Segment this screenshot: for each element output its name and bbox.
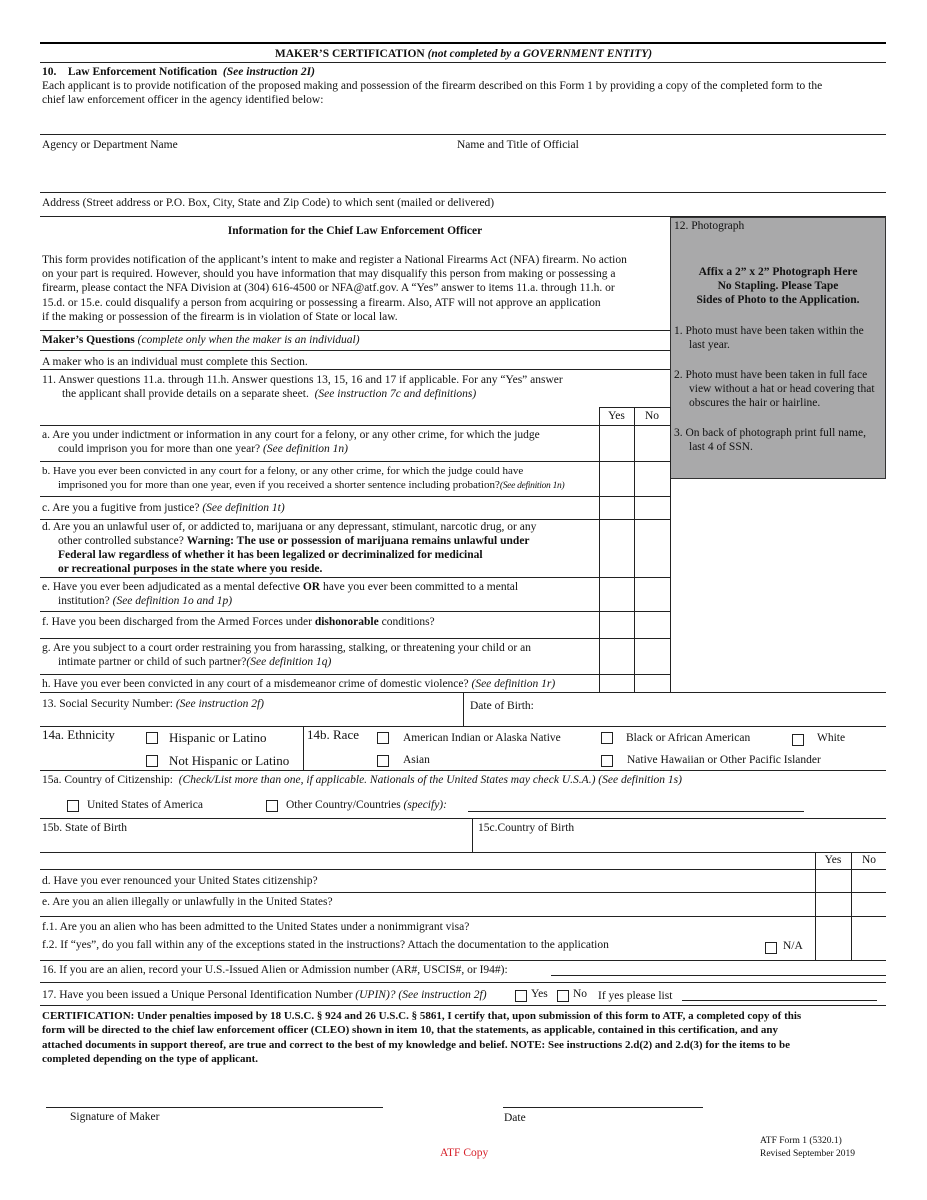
native-hawaiian-checkbox[interactable] — [601, 755, 613, 767]
divider — [40, 869, 886, 870]
q11d-no[interactable] — [635, 520, 670, 576]
divider — [40, 350, 670, 351]
top-rule — [40, 42, 886, 44]
address-field[interactable] — [40, 155, 886, 192]
divider — [40, 638, 670, 639]
divider — [40, 726, 886, 727]
upin-yes-label: Yes — [531, 988, 548, 1000]
asian-checkbox[interactable] — [377, 755, 389, 767]
q11g-no[interactable] — [635, 639, 670, 673]
q11c-yes[interactable] — [600, 497, 634, 518]
q11f-text: f. Have you been discharged from the Armed Forces under dishonorable conditions? — [42, 616, 435, 628]
not-hispanic-checkbox[interactable] — [146, 755, 158, 767]
q11g-text-1: g. Are you subject to a court order restraining you from harassing, stalking, or threatening your child or an — [42, 642, 531, 654]
divider — [40, 770, 886, 771]
divider — [40, 577, 670, 578]
q11f-yes[interactable] — [600, 612, 634, 637]
cleo-text-5: if the making or possession of the firearm is in violation of State or local law. — [42, 311, 398, 323]
photo-note-1b: last year. — [689, 339, 730, 351]
american-indian-label: American Indian or Alaska Native — [403, 732, 561, 744]
individual-note: A maker who is an individual must complete this Section. — [42, 356, 308, 368]
divider — [40, 62, 886, 63]
upin-yes-checkbox[interactable] — [515, 990, 527, 1002]
q15e-no[interactable] — [852, 893, 886, 915]
q11e-yes[interactable] — [600, 578, 634, 610]
alien-number-label: 16. If you are an alien, record your U.S.-Issued Alien or Admission number (AR#, USCIS#, or I94#): — [42, 964, 508, 976]
alien-number-line — [551, 975, 886, 976]
q11d-text-1: d. Are you an unlawful user of, or addicted to, marijuana or any depressant, stimulant, narcotic drug, or any — [42, 521, 537, 533]
q11h-yes[interactable] — [600, 675, 634, 692]
divider — [40, 461, 670, 462]
upin-list-label: If yes please list — [598, 990, 673, 1002]
country-of-birth-label: 15c.Country of Birth — [478, 822, 575, 834]
state-of-birth-label: 15b. State of Birth — [42, 822, 127, 834]
divider — [40, 852, 886, 853]
not-hispanic-label: Not Hispanic or Latino — [169, 753, 290, 768]
official-label: Name and Title of Official — [457, 139, 579, 151]
na-checkbox[interactable] — [765, 942, 777, 954]
q11d-text-4: or recreational purposes in the state where you reside. — [58, 563, 323, 575]
photo-note-2c: obscures the hair or hairline. — [689, 397, 821, 409]
certification-text-3: attached documents in support thereof, are true and correct to the best of my knowledge and belief. NOTE: See instructions 2.d(2) and 2.d(3) for the items to be — [42, 1039, 791, 1051]
q11b-text-1: b. Have you ever been convicted in any court for a felony, or any other crime, for which the judge could have — [42, 465, 524, 477]
q11e-no[interactable] — [635, 578, 670, 610]
divider — [40, 818, 886, 819]
hispanic-checkbox[interactable] — [146, 732, 158, 744]
state-of-birth-field[interactable] — [42, 836, 462, 852]
na-label: N/A — [783, 940, 803, 952]
address-label: Address (Street address or P.O. Box, City, State and Zip Code) to which sent (mailed or delivered) — [42, 197, 495, 209]
cleo-text-4: 15.d. or 15.e. could disqualify a person from acquiring or possessing a firearm. Also, ATF will not approve an application — [42, 297, 601, 309]
agency-line — [40, 134, 886, 135]
q11d-yes[interactable] — [600, 520, 634, 576]
signature-line — [46, 1107, 383, 1108]
q11c-text: c. Are you a fugitive from justice? (See definition 1t) — [42, 502, 285, 514]
divider — [40, 892, 886, 893]
q11b-no[interactable] — [635, 462, 670, 495]
grid-line — [472, 818, 473, 852]
q15f1-no[interactable] — [852, 917, 886, 937]
section-10-heading: 10. Law Enforcement Notification (See instruction 2I) — [42, 66, 315, 78]
address-line — [40, 192, 886, 193]
divider — [40, 1005, 886, 1006]
photo-note-2b: view without a hat or head covering that — [689, 383, 875, 395]
certification-text-2: form will be directed to the chief law enforcement officer (CLEO) shown in item 10, that the statements, as applicable, contained in this certification, and any — [42, 1024, 779, 1036]
usa-checkbox[interactable] — [67, 800, 79, 812]
q11d-text-2: other controlled substance? Warning: The use or possession of marijuana remains unlawful under — [58, 535, 530, 547]
other-country-line — [468, 811, 804, 812]
ssn-field[interactable] — [280, 694, 460, 724]
yes-header: Yes — [824, 854, 842, 866]
cleo-text-1: This form provides notification of the applicant’s intent to make and register a National Firearms Act (NFA) firearm. No action — [42, 254, 627, 266]
section-10-desc-1: Each applicant is to provide notification of the proposed making and possession of the firearm described on this Form 1 by providing a copy of the completed form to the — [42, 80, 823, 92]
q11h-no[interactable] — [635, 675, 670, 692]
ssn-label: 13. Social Security Number: (See instruction 2f) — [42, 698, 264, 710]
native-hawaiian-label: Native Hawaiian or Other Pacific Islander — [627, 754, 821, 766]
divider — [40, 982, 886, 983]
other-country-label: Other Country/Countries (specify): — [286, 799, 447, 811]
divider — [40, 674, 670, 675]
cleo-title: Information for the Chief Law Enforcement Officer — [227, 225, 483, 237]
form-revision: Revised September 2019 — [760, 1149, 855, 1159]
divider — [40, 496, 670, 497]
date-field[interactable] — [503, 1075, 703, 1107]
upin-no-checkbox[interactable] — [557, 990, 569, 1002]
asian-label: Asian — [403, 754, 430, 766]
dob-field[interactable] — [540, 694, 880, 724]
dob-label: Date of Birth: — [470, 700, 534, 712]
black-label: Black or African American — [626, 732, 751, 744]
atf-copy-label: ATF Copy — [440, 1147, 489, 1159]
upin-list-field[interactable] — [682, 986, 877, 1000]
signature-label: Signature of Maker — [70, 1111, 160, 1123]
q15d-no[interactable] — [852, 870, 886, 891]
black-checkbox[interactable] — [601, 732, 613, 744]
q15e-yes[interactable] — [816, 893, 851, 915]
ethnicity-label: 14a. Ethnicity — [42, 727, 115, 742]
q15f2-yes[interactable] — [816, 938, 851, 959]
other-country-checkbox[interactable] — [266, 800, 278, 812]
cleo-text-3: firearm, please contact the NFA Division at (304) 616-4500 or NFA@atf.gov. A “Yes” answer to items 11.a. through 11.h. or — [42, 282, 615, 294]
no-header: No — [861, 854, 877, 866]
divider — [40, 369, 670, 370]
photo-note-3b: last 4 of SSN. — [689, 441, 753, 453]
white-label: White — [817, 732, 846, 744]
q11e-text-1: e. Have you ever been adjudicated as a mental defective OR have you ever been committed to a mental — [42, 581, 519, 593]
citizenship-label: 15a. Country of Citizenship: (Check/List more than one, if applicable. Nationals of the United States may check U.S.A.) (See definition 1s) — [42, 774, 682, 786]
date-line — [503, 1107, 703, 1108]
upin-list-line — [682, 1000, 877, 1001]
date-label: Date — [504, 1112, 526, 1124]
signature-field[interactable] — [46, 1075, 383, 1107]
agency-label: Agency or Department Name — [42, 139, 178, 151]
photograph-box[interactable] — [670, 217, 886, 479]
yes-header: Yes — [608, 410, 625, 422]
form-number: ATF Form 1 (5320.1) — [760, 1136, 842, 1146]
q11-instructions-1: 11. Answer questions 11.a. through 11.h. Answer questions 13, 15, 16 and 17 if applicable. For any “Yes” answer — [42, 374, 563, 386]
cleo-text-2: on your part is required. However, should you have information that may disqualify this person from making or possessing a — [42, 268, 616, 280]
grid-line — [670, 407, 671, 692]
race-label: 14b. Race — [307, 727, 359, 742]
q15e-text: e. Are you an alien illegally or unlawfully in the United States? — [42, 896, 333, 908]
alien-number-field[interactable] — [551, 961, 886, 975]
divider — [40, 611, 670, 612]
q11b-text-2: imprisoned you for more than one year, even if you received a shorter sentence including probation?(See definition 1n) — [58, 479, 565, 491]
section-10-desc-2: chief law enforcement officer in the agency identified below: — [42, 94, 324, 106]
photo-affix-2: No Stapling. Please Tape — [717, 280, 839, 292]
q11-instructions-2: the applicant shall provide details on a separate sheet. (See instruction 7c and definitions) — [62, 388, 477, 400]
agency-field[interactable] — [40, 105, 450, 134]
photo-affix-3: Sides of Photo to the Application. — [696, 294, 860, 306]
q15f1-text: f.1. Are you an alien who has been admitted to the United States under a nonimmigrant visa? — [42, 921, 470, 933]
photo-label: 12. Photograph — [674, 220, 745, 232]
q15f2-no[interactable] — [852, 938, 886, 959]
divider — [40, 425, 670, 426]
grid-line — [463, 692, 464, 726]
q15d-text: d. Have you ever renounced your United States citizenship? — [42, 875, 318, 887]
makers-questions-title: Maker’s Questions (complete only when the maker is an individual) — [42, 334, 360, 346]
q11c-no[interactable] — [635, 497, 670, 518]
q11d-text-3: Federal law regardless of whether it has been legalized or decriminalized for medicinal — [58, 549, 483, 561]
certification-text-1: CERTIFICATION: Under penalties imposed by 18 U.S.C. § 924 and 26 U.S.C. § 5861, I certify that, upon submission of this form to ATF, a completed copy of this — [42, 1010, 802, 1022]
no-header: No — [644, 410, 660, 422]
divider — [40, 330, 670, 331]
photo-affix-1: Affix a 2” x 2” Photograph Here — [698, 266, 858, 278]
q11a-text-2: could imprison you for more than one year? (See definition 1n) — [58, 443, 348, 455]
q11a-text-1: a. Are you under indictment or information in any court for a felony, or any other crime, for which the judge — [42, 429, 540, 441]
q11f-no[interactable] — [635, 612, 670, 637]
q11g-yes[interactable] — [600, 639, 634, 673]
q11h-text: h. Have you ever been convicted in any court of a misdemeanor crime of domestic violence? (See definition 1r) — [42, 678, 556, 690]
white-checkbox[interactable] — [792, 734, 804, 746]
q11e-text-2: institution? (See definition 1o and 1p) — [58, 595, 233, 607]
upin-no-label: No — [573, 988, 588, 1000]
photo-note-3a: 3. On back of photograph print full name, — [674, 427, 866, 439]
country-of-birth-field[interactable] — [478, 836, 878, 852]
q11a-yes[interactable] — [600, 426, 634, 460]
official-field[interactable] — [455, 105, 885, 134]
usa-label: United States of America — [87, 799, 203, 811]
form-section-title: MAKER’S CERTIFICATION (not completed by a GOVERNMENT ENTITY) — [274, 48, 653, 60]
q15f1-yes[interactable] — [816, 917, 851, 937]
q11g-text-2: intimate partner or child of such partner?(See definition 1q) — [58, 656, 332, 668]
q11a-no[interactable] — [635, 426, 670, 460]
certification-text-4: completed depending on the type of applicant. — [42, 1053, 259, 1065]
q11b-yes[interactable] — [600, 462, 634, 495]
photo-note-1a: 1. Photo must have been taken within the — [674, 325, 864, 337]
divider — [40, 916, 886, 917]
other-country-field[interactable] — [468, 796, 804, 811]
american-indian-checkbox[interactable] — [377, 732, 389, 744]
q15d-yes[interactable] — [816, 870, 851, 891]
photo-note-2a: 2. Photo must have been taken in full face — [674, 369, 868, 381]
upin-label: 17. Have you been issued a Unique Personal Identification Number (UPIN)? (See instruction 2f) — [42, 989, 487, 1001]
q15f2-text: f.2. If “yes”, do you fall within any of the exceptions stated in the instructions? Attach the documentation to the application — [42, 939, 609, 951]
grid-line — [303, 726, 304, 770]
hispanic-label: Hispanic or Latino — [169, 730, 267, 745]
